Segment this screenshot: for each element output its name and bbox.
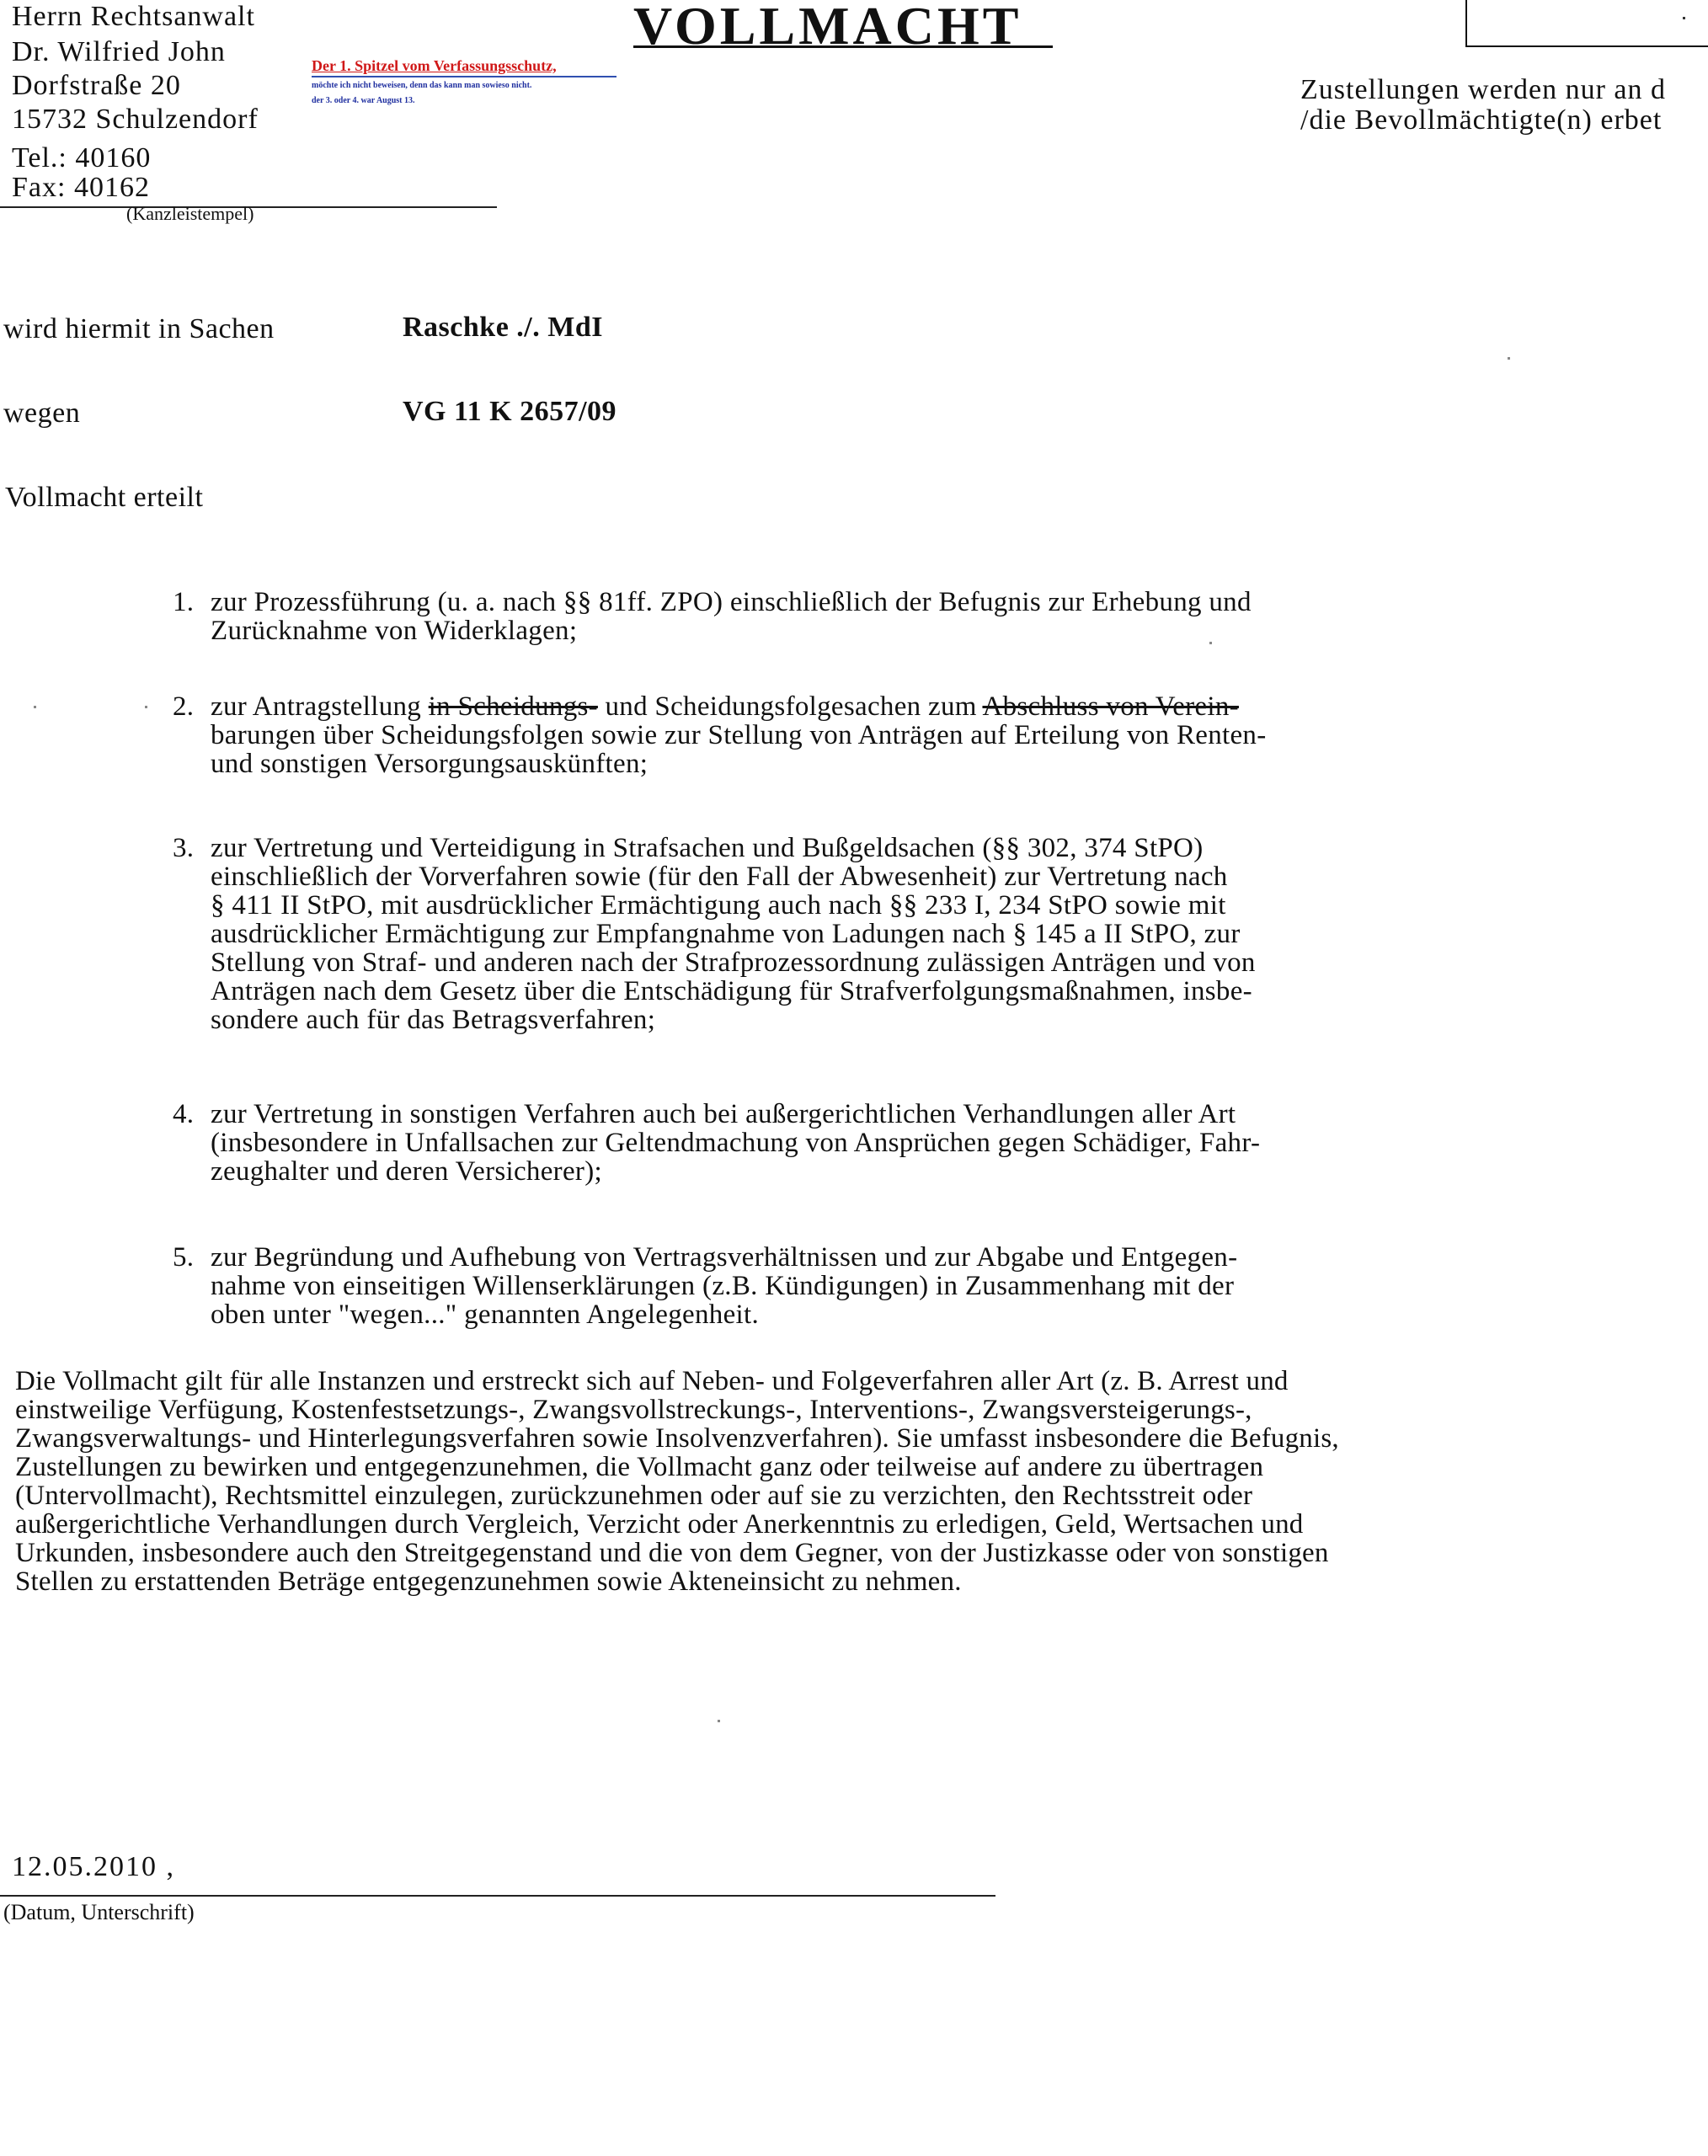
paragraph-line: Urkunden, insbesondere auch den Streitgegenstand und die von dem Gegner, von der Justizkasse oder von sonstigen — [15, 1538, 1329, 1568]
reference-box — [1465, 0, 1708, 47]
paragraph-line: Zustellungen zu bewirken und entgegenzunehmen, die Vollmacht ganz oder teilweise auf andere zu übertragen — [15, 1452, 1264, 1482]
document-title: VOLLMACHT — [633, 0, 1022, 56]
item-line: zeughalter und deren Versicherer); — [211, 1156, 602, 1187]
wegen-label: wegen — [3, 398, 81, 429]
signature-line — [0, 1895, 995, 1897]
annotation-red: Der 1. Spitzel vom Verfassungsschutz, — [312, 57, 557, 74]
item-line: einschließlich der Vorverfahren sowie (für den Fall der Abwesenheit) zur Vertretung nach — [211, 862, 1228, 892]
item-number: 1. — [173, 587, 195, 617]
item-text: und Scheidungsfolgesachen zum — [597, 691, 983, 722]
item-line: oben unter "wegen..." genannten Angelegenheit. — [211, 1299, 760, 1330]
item-line: Stellung von Straf- und anderen nach der Strafprozessordnung zulässigen Anträgen und von — [211, 947, 1256, 978]
item-line: Zurücknahme von Widerklagen; — [211, 616, 578, 646]
struck-text: in Scheidungs- — [428, 691, 598, 722]
annotation-blue-line-1: möchte ich nicht beweisen, denn das kann man sowieso nicht. — [312, 81, 532, 90]
item-line: zur Prozessführung (u. a. nach §§ 81ff. ZPO) einschließlich der Befugnis zur Erhebung und — [211, 587, 1252, 617]
item-line: sondere auch für das Betragsverfahren; — [211, 1005, 656, 1035]
letterhead-line-name: Dr. Wilfried John — [12, 36, 226, 67]
vollmacht-erteilt: Vollmacht erteilt — [5, 482, 204, 513]
signature-date: 12.05.2010 , — [12, 1851, 175, 1882]
delivery-notice-line-1: Zustellungen werden nur an d — [1300, 74, 1666, 105]
paragraph-line: Zwangsverwaltungs- und Hinterlegungsverfahren sowie Insolvenzverfahren). Sie umfasst insbesondere die Befugnis, — [15, 1423, 1339, 1454]
struck-text: Abschluss von Verein- — [982, 691, 1239, 722]
paragraph-line: einstweilige Verfügung, Kostenfestsetzungs-, Zwangsvollstreckungs-, Interventions-, Zwangsversteigerungs-, — [15, 1395, 1252, 1425]
letterhead-tel: Tel.: 40160 — [12, 142, 152, 173]
paragraph-line: Stellen zu erstattenden Beträge entgegenzunehmen sowie Akteneinsicht zu nehmen. — [15, 1566, 962, 1597]
item-line: und sonstigen Versorgungsauskünften; — [211, 749, 649, 779]
scan-speck — [1508, 357, 1510, 360]
sachen-value: Raschke ./. MdI — [403, 312, 603, 343]
item-line: ausdrücklicher Ermächtigung zur Empfangnahme von Ladungen nach § 145 a II StPO, zur — [211, 919, 1241, 949]
box-mark — [1683, 17, 1685, 19]
item-number: 3. — [173, 833, 195, 863]
signature-label: (Datum, Unterschrift) — [3, 1900, 195, 1924]
paragraph-line: außergerichtliche Verhandlungen durch Vergleich, Verzicht oder Anerkenntnis zu erledigen, Geld, Wertsachen und — [15, 1509, 1304, 1540]
item-number: 5. — [173, 1242, 195, 1273]
item-line: zur Begründung und Aufhebung von Vertragsverhältnissen und zur Abgabe und Entgegen- — [211, 1242, 1238, 1273]
letterhead-line-title: Herrn Rechtsanwalt — [12, 1, 255, 32]
scan-speck — [718, 1720, 720, 1722]
item-line — [211, 692, 1267, 721]
scan-speck — [34, 706, 36, 708]
closing-paragraph — [15, 1367, 1339, 1596]
item-line: zur Vertretung und Verteidigung in Strafsachen und Bußgeldsachen (§§ 302, 374 StPO) — [211, 833, 1204, 863]
title-underline — [633, 45, 1053, 48]
item-line: (insbesondere in Unfallsachen zur Geltendmachung von Ansprüchen gegen Schädiger, Fahr- — [211, 1128, 1261, 1158]
annotation-underline — [312, 76, 616, 77]
paragraph-line: Die Vollmacht gilt für alle Instanzen und erstreckt sich auf Neben- und Folgeverfahren aller Art (z. B. Arrest und — [15, 1366, 1289, 1396]
letterhead-line-city: 15732 Schulzendorf — [12, 104, 259, 135]
item-line: barungen über Scheidungsfolgen sowie zur Stellung von Anträgen auf Erteilung von Renten- — [211, 720, 1267, 750]
item-text: zur Antragstellung — [211, 691, 429, 722]
item-line: § 411 II StPO, mit ausdrücklicher Ermächtigung auch nach §§ 233 I, 234 StPO sowie mit — [211, 890, 1226, 921]
item-line: Anträgen nach dem Gesetz über die Entschädigung für Strafverfolgungsmaßnahmen, insbe- — [211, 976, 1252, 1006]
item-number: 2. — [173, 691, 195, 722]
annotation-blue-line-2: der 3. oder 4. war August 13. — [312, 96, 415, 105]
item-line: nahme von einseitigen Willenserklärungen (z.B. Kündigungen) in Zusammenhang mit der — [211, 1271, 1235, 1301]
scan-speck — [145, 706, 147, 708]
item-number: 4. — [173, 1099, 195, 1129]
sachen-label: wird hiermit in Sachen — [3, 313, 275, 344]
paragraph-line: (Untervollmacht), Rechtsmittel einzulegen, zurückzunehmen oder auf sie zu verzichten, den Rechtsstreit oder — [15, 1481, 1253, 1511]
delivery-notice-line-2: /die Bevollmächtigte(n) erbet — [1300, 104, 1663, 136]
letterhead-fax: Fax: 40162 — [12, 172, 150, 203]
scan-speck — [1209, 642, 1212, 644]
letterhead-line-street: Dorfstraße 20 — [12, 70, 181, 101]
item-line: zur Vertretung in sonstigen Verfahren auch bei außergerichtlichen Verhandlungen aller Art — [211, 1099, 1236, 1129]
wegen-value: VG 11 K 2657/09 — [403, 396, 617, 427]
stamp-label: (Kanzleistempel) — [126, 203, 254, 224]
